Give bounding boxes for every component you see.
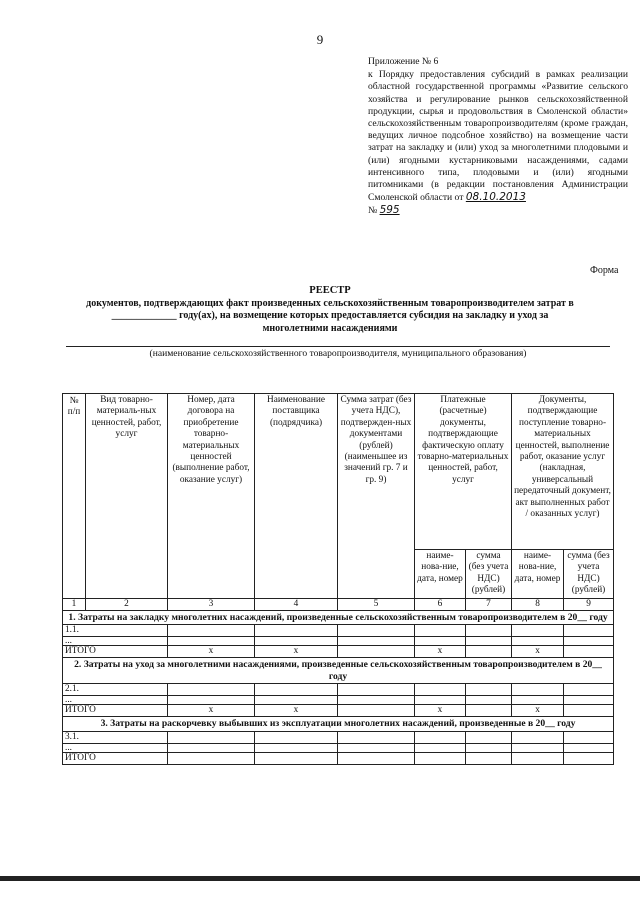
section-3-ellipsis-row xyxy=(63,743,614,752)
registry-heading-line2: _____________ году(ах), на возмещение которых предоставляется субсидия на закладку и уход за xyxy=(111,310,549,321)
section-title: 1. Затраты на закладку многолетних насаждений, произведенные сельскохозяйственным товаропроизводителем в 20__ году xyxy=(63,610,614,625)
header-col-receipt-docs: Документы, подтверждающие поступление товарно-материальных ценностей, выполнение работ, оказание услуг (накладная, универсальный передаточный документ, акт выполненных работ / оказанных услуг) xyxy=(512,394,614,550)
subheader-payment-sum: сумма (без учета НДС) (рублей) xyxy=(466,550,512,599)
section-2-total-row xyxy=(63,705,614,717)
x-mark: x xyxy=(168,705,255,717)
handwritten-date: 08.10.2013 xyxy=(465,191,526,204)
row-ellipsis: ... xyxy=(63,637,168,646)
producer-name-caption: (наименование сельскохозяйственного товаропроизводителя, муниципального образования) xyxy=(149,348,527,359)
form-label: Форма xyxy=(590,265,619,276)
header-col-contract: Номер, дата договора на приобретение товарно-материальных ценностей (выполнение работ, оказание услуг) xyxy=(168,394,255,599)
row-label: 3.1. xyxy=(63,731,168,743)
section-1-ellipsis-row xyxy=(63,637,614,646)
row-ellipsis: ... xyxy=(63,696,168,705)
total-label: ИТОГО xyxy=(63,646,168,658)
x-mark: x xyxy=(255,646,338,658)
producer-name-line xyxy=(66,346,610,347)
page-number: 9 xyxy=(316,32,324,47)
x-mark: x xyxy=(512,705,564,717)
section-2-row xyxy=(63,684,614,696)
registry-title: РЕЕСТР xyxy=(309,285,351,296)
scan-bottom-edge xyxy=(0,876,640,881)
col-number: 5 xyxy=(338,598,415,610)
section-3-header xyxy=(63,717,614,732)
section-1-header xyxy=(63,610,614,625)
row-label: 1.1. xyxy=(63,625,168,637)
row-ellipsis: ... xyxy=(63,743,168,752)
section-1-row xyxy=(63,625,614,637)
header-col-num: № п/п xyxy=(63,394,86,599)
header-row xyxy=(63,394,614,550)
section-2-header xyxy=(63,658,614,684)
total-label: ИТОГО xyxy=(63,752,168,764)
subheader-payment-name: наиме-нова-ние, дата, номер xyxy=(415,550,466,599)
number-prefix: № xyxy=(368,205,378,217)
section-2-ellipsis-row xyxy=(63,696,614,705)
col-number: 8 xyxy=(512,598,564,610)
appendix-block xyxy=(368,56,628,218)
x-mark: x xyxy=(415,646,466,658)
header-col-payment-docs: Платежные (расчетные) документы, подтверждающие фактическую оплату товарно-материальных ценностей, работ, услуг xyxy=(415,394,512,550)
section-1-total-row xyxy=(63,646,614,658)
x-mark: x xyxy=(415,705,466,717)
registry-heading xyxy=(60,285,600,335)
registry-heading-line3: многолетними насаждениями xyxy=(262,322,398,334)
x-mark: x xyxy=(512,646,564,658)
col-number: 3 xyxy=(168,598,255,610)
col-number: 4 xyxy=(255,598,338,610)
handwritten-number: 595 xyxy=(379,204,400,217)
appendix-body: к Порядку предоставления субсидий в рамках реализации областной государственной программы «Развитие сельского хозяйства и регулирование рынков сельскохозяйственной продукции, сырья и продовольствия в Смоленской области» сельскохозяйственным товаропроизводителям (кроме граждан, ведущих личное подсобное хозяйство) на возмещение части затрат на закладку и (или) уход за многолетними плодовыми и (или) ягодными кустарниковыми насаждениями, садами интенсивного типа, плодовыми и (или) ягодными питомниками (в редакции постановления Администрации Смоленской области от xyxy=(368,69,628,204)
column-number-row xyxy=(63,598,614,610)
col-number: 2 xyxy=(86,598,168,610)
subheader-receipt-name: наиме-нова-ние, дата, номер xyxy=(512,550,564,599)
section-3-total-row xyxy=(63,752,614,764)
x-mark: x xyxy=(168,646,255,658)
registry-heading-line1: документов, подтверждающих факт произведенных сельскохозяйственным товаропроизводителем затрат в xyxy=(86,297,574,309)
section-title: 2. Затраты на уход за многолетними насаждениями, произведенные сельскохозяйственным товаропроизводителем в 20__ году xyxy=(63,658,614,684)
subheader-receipt-sum: сумма (без учета НДС) (рублей) xyxy=(564,550,614,599)
section-title: 3. Затраты на раскорчевку выбывших из эксплуатации многолетних насаждений, произведенные в 20__ году xyxy=(63,717,614,732)
header-col-type: Вид товарно-материаль-ных ценностей, работ, услуг xyxy=(86,394,168,599)
total-label: ИТОГО xyxy=(63,705,168,717)
appendix-text xyxy=(368,69,628,217)
row-label: 2.1. xyxy=(63,684,168,696)
registry-table xyxy=(62,393,614,765)
col-number: 9 xyxy=(564,598,614,610)
x-mark: x xyxy=(255,705,338,717)
col-number: 6 xyxy=(415,598,466,610)
col-number: 7 xyxy=(466,598,512,610)
header-col-supplier: Наименование поставщика (подрядчика) xyxy=(255,394,338,599)
header-col-sum: Сумма затрат (без учета НДС), подтвержден-ных документами (рублей) (наименьшее из значений гр. 7 и гр. 9) xyxy=(338,394,415,599)
section-3-row xyxy=(63,731,614,743)
appendix-title: Приложение № 6 xyxy=(368,56,439,67)
col-number: 1 xyxy=(63,598,86,610)
